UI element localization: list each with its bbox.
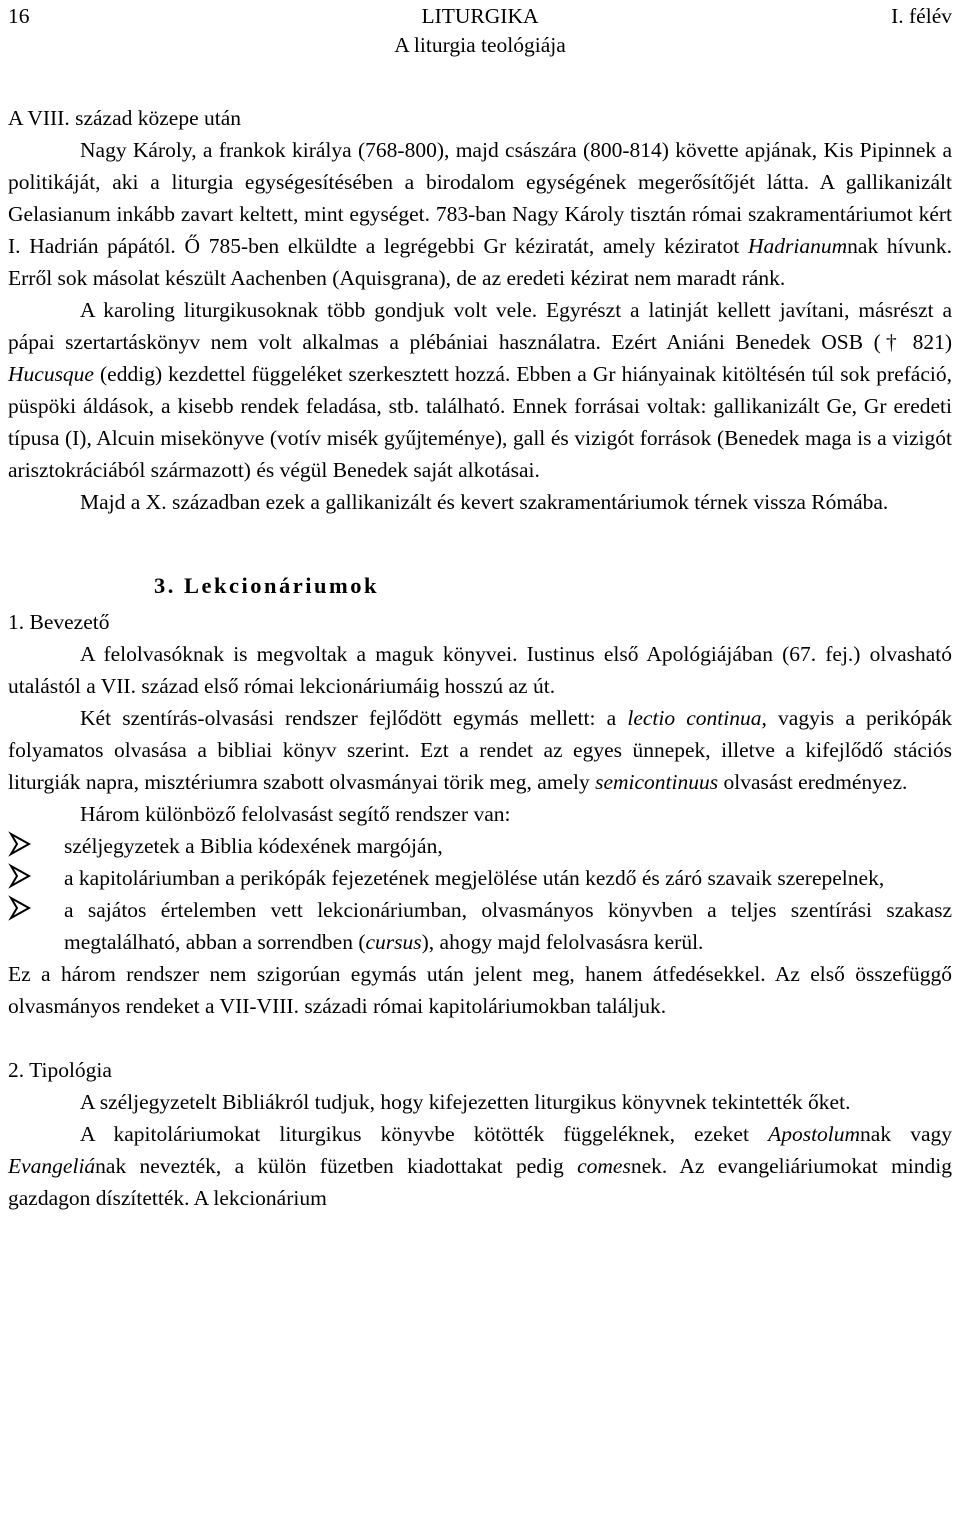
paragraph: Nagy Károly, a frankok királya (768-800), majd császára (800-814) követte apjának, Kis Pipinnek a politikáját, aki a liturgia egységesítésében a birodalom egységének megerősítőjét látta. A gallikanizált Gelasianum inkább zavart keltett, mint egységet. 783-ban Nagy Károly tisztán római szakramentáriumot kért I. Hadrián pápától. Ő 785-ben elküldte a legrégebbi Gr kéziratát, amely kéziratot Hadrianumnak hívunk. Erről sok másolat készült Aachenben (Aquisgrana), de az eredeti kézirat nem maradt ránk. — [8, 138, 952, 290]
arrowhead-bullet-icon — [8, 863, 32, 889]
section-title: 3. Lekcionáriumok — [154, 573, 380, 598]
paragraph: A karoling liturgikusoknak több gondjuk volt vele. Egyrészt a latinját kellett javítani, másrészt a pápai szertartáskönyv nem volt alkalmas a plébániai használatra. Ezért Aniáni Benedek OSB († 821) Hucusque (eddig) kezdettel függeléket szerkesztett hozzá. Ebben a Gr hiányainak kitöltésén túl sok prefáció, püspöki áldások, a kisebb rendek feladása, stb. található. Ennek forrásai voltak: gallikanizált Ge, Gr eredeti típusa (I), Alcuin misekönyve (votív misék gyűjteménye), gall és vizigót források (Benedek maga is a vizigót arisztokráciából származott) és végül Benedek saját alkotásai. — [8, 298, 952, 482]
paragraph: Három különböző felolvasást segítő rendszer van: — [80, 802, 511, 826]
paragraph: Majd a X. században ezek a gallikanizált és kevert szakramentáriumok térnek vissza Rómába. — [80, 490, 889, 514]
list-item: a kapitoláriumban a perikópák fejezetének megjelölése után kezdő és záró szavaik szerepelnek, — [8, 862, 952, 894]
page-body — [8, 102, 952, 1214]
header-subtitle: A liturgia teológiája — [394, 33, 566, 57]
paragraph: A széljegyzetelt Bibliákról tudjuk, hogy kifejezetten liturgikus könyvnek tekintették őket. — [80, 1090, 851, 1114]
header-semester: I. félév — [891, 4, 952, 28]
paragraph: Ez a három rendszer nem szigorúan egymás után jelent meg, hanem átfedésekkel. Az első összefüggő olvasmányos rendeket a VII-VIII. századi római kapitoláriumokban találjuk. — [8, 962, 952, 1018]
arrowhead-bullet-icon — [8, 895, 32, 921]
list-item: a sajátos értelemben vett lekcionáriumban, olvasmányos könyvben a teljes szentírási szakasz megtalálható, abban a sorrendben (cursus), ahogy majd felolvasásra kerül. — [8, 894, 952, 958]
subsection-heading: 1. Bevezető — [8, 610, 110, 634]
paragraph: Két szentírás-olvasási rendszer fejlődött egymás mellett: a lectio continua, vagyis a perikópák folyamatos olvasása a bibliai könyv szerint. Ezt a rendet az egyes ünnepek, illetve a kifejlődő stációs liturgiák napra, misztériumra szabott olvasmányai törik meg, amely semicontinuus olvasást eredményez. — [8, 706, 952, 794]
header-title: LITURGIKA — [421, 4, 539, 28]
paragraph: A felolvasóknak is megvoltak a maguk könyvei. Iustinus első Apológiájában (67. fej.) olvasható utalástól a VII. század első római lekcionáriumáig hosszú az út. — [8, 642, 952, 698]
page-number: 16 — [8, 4, 30, 28]
list-item: széljegyzetek a Biblia kódexének margóján, — [8, 830, 952, 862]
section-heading-viii: A VIII. század közepe után — [8, 106, 242, 130]
paragraph: A kapitoláriumokat liturgikus könyvbe kötötték függeléknek, ezeket Apostolumnak vagy Evangeliának nevezték, a külön füzetben kiadottakat pedig comesnek. Az evangeliáriumokat mindig gazdagon díszítették. A lekcionárium — [8, 1122, 952, 1210]
subsection-heading: 2. Tipológia — [8, 1058, 112, 1082]
arrowhead-bullet-icon — [8, 831, 32, 857]
